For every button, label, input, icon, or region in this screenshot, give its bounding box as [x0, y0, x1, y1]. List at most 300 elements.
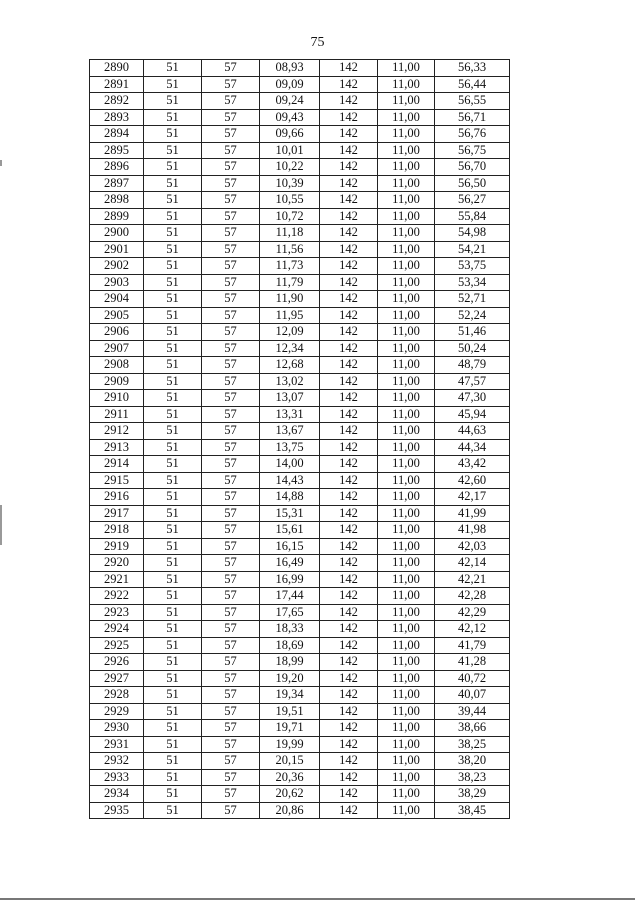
table-cell-col-b: 57	[202, 60, 260, 77]
table-cell-col-c: 09,43	[260, 109, 320, 126]
table-cell-col-e: 11,00	[378, 654, 435, 671]
table-cell-col-b: 57	[202, 489, 260, 506]
table-cell-row-id: 2914	[90, 456, 144, 473]
table-cell-col-c: 09,24	[260, 93, 320, 110]
table-cell-col-d: 142	[320, 571, 378, 588]
table-cell-col-f: 41,99	[435, 505, 510, 522]
table-cell-col-d: 142	[320, 373, 378, 390]
table-cell-col-a: 51	[144, 324, 202, 341]
table-cell-col-c: 11,90	[260, 291, 320, 308]
table-cell-col-c: 14,43	[260, 472, 320, 489]
table-cell-col-a: 51	[144, 258, 202, 275]
table-cell-col-b: 57	[202, 505, 260, 522]
table-cell-row-id: 2927	[90, 670, 144, 687]
table-row	[90, 670, 510, 687]
table-cell-row-id: 2932	[90, 753, 144, 770]
table-cell-col-f: 56,76	[435, 126, 510, 143]
table-cell-col-f: 42,29	[435, 604, 510, 621]
table-cell-col-a: 51	[144, 687, 202, 704]
table-row	[90, 175, 510, 192]
table-cell-row-id: 2916	[90, 489, 144, 506]
table-cell-col-f: 42,28	[435, 588, 510, 605]
table-cell-col-d: 142	[320, 109, 378, 126]
table-cell-col-a: 51	[144, 654, 202, 671]
table-cell-col-c: 13,67	[260, 423, 320, 440]
data-table	[89, 59, 510, 819]
table-cell-col-a: 51	[144, 456, 202, 473]
table-cell-col-f: 48,79	[435, 357, 510, 374]
table-cell-col-a: 51	[144, 522, 202, 539]
table-cell-col-b: 57	[202, 604, 260, 621]
table-cell-col-a: 51	[144, 720, 202, 737]
table-cell-row-id: 2910	[90, 390, 144, 407]
table-cell-col-f: 44,63	[435, 423, 510, 440]
table-cell-col-a: 51	[144, 93, 202, 110]
table-cell-col-a: 51	[144, 769, 202, 786]
table-cell-col-d: 142	[320, 307, 378, 324]
table-cell-col-c: 15,31	[260, 505, 320, 522]
table-cell-col-e: 11,00	[378, 192, 435, 209]
table-cell-row-id: 2917	[90, 505, 144, 522]
table-cell-col-c: 16,99	[260, 571, 320, 588]
table-cell-col-d: 142	[320, 489, 378, 506]
table-cell-col-e: 11,00	[378, 637, 435, 654]
table-cell-row-id: 2911	[90, 406, 144, 423]
table-cell-col-a: 51	[144, 439, 202, 456]
table-cell-col-c: 19,20	[260, 670, 320, 687]
table-cell-col-b: 57	[202, 637, 260, 654]
table-cell-col-f: 51,46	[435, 324, 510, 341]
table-cell-col-f: 56,50	[435, 175, 510, 192]
table-cell-col-d: 142	[320, 340, 378, 357]
table-cell-col-e: 11,00	[378, 456, 435, 473]
table-row	[90, 109, 510, 126]
table-cell-row-id: 2931	[90, 736, 144, 753]
table-cell-col-a: 51	[144, 406, 202, 423]
table-cell-col-d: 142	[320, 159, 378, 176]
table-cell-col-c: 13,02	[260, 373, 320, 390]
table-cell-row-id: 2893	[90, 109, 144, 126]
table-cell-col-e: 11,00	[378, 472, 435, 489]
table-cell-col-c: 17,44	[260, 588, 320, 605]
table-cell-col-f: 52,24	[435, 307, 510, 324]
table-cell-row-id: 2921	[90, 571, 144, 588]
table-cell-col-e: 11,00	[378, 571, 435, 588]
table-cell-row-id: 2895	[90, 142, 144, 159]
table-cell-col-c: 14,88	[260, 489, 320, 506]
table-cell-col-e: 11,00	[378, 555, 435, 572]
table-row	[90, 687, 510, 704]
table-cell-col-b: 57	[202, 324, 260, 341]
table-cell-col-c: 11,56	[260, 241, 320, 258]
table-cell-col-c: 12,09	[260, 324, 320, 341]
table-cell-col-b: 57	[202, 126, 260, 143]
table-cell-col-f: 42,03	[435, 538, 510, 555]
table-row	[90, 456, 510, 473]
table-cell-col-c: 10,39	[260, 175, 320, 192]
table-cell-col-c: 13,31	[260, 406, 320, 423]
table-cell-col-d: 142	[320, 439, 378, 456]
table-cell-col-d: 142	[320, 126, 378, 143]
table-cell-col-c: 20,15	[260, 753, 320, 770]
table-cell-col-b: 57	[202, 192, 260, 209]
table-row	[90, 588, 510, 605]
table-cell-col-f: 55,84	[435, 208, 510, 225]
table-cell-col-b: 57	[202, 786, 260, 803]
table-cell-col-f: 38,25	[435, 736, 510, 753]
table-cell-col-a: 51	[144, 670, 202, 687]
table-cell-col-b: 57	[202, 522, 260, 539]
table-cell-col-c: 15,61	[260, 522, 320, 539]
table-cell-col-e: 11,00	[378, 373, 435, 390]
table-cell-col-e: 11,00	[378, 522, 435, 539]
table-cell-col-b: 57	[202, 538, 260, 555]
table-cell-col-d: 142	[320, 753, 378, 770]
table-cell-col-b: 57	[202, 340, 260, 357]
table-cell-col-f: 38,23	[435, 769, 510, 786]
table-cell-col-d: 142	[320, 60, 378, 77]
table-cell-col-f: 56,71	[435, 109, 510, 126]
table-cell-col-e: 11,00	[378, 126, 435, 143]
table-cell-col-b: 57	[202, 571, 260, 588]
table-cell-col-f: 41,28	[435, 654, 510, 671]
table-row	[90, 159, 510, 176]
table-row	[90, 736, 510, 753]
table-cell-col-b: 57	[202, 472, 260, 489]
table-cell-col-e: 11,00	[378, 505, 435, 522]
table-cell-col-e: 11,00	[378, 291, 435, 308]
table-row	[90, 538, 510, 555]
table-cell-col-c: 11,79	[260, 274, 320, 291]
table-cell-col-d: 142	[320, 670, 378, 687]
table-row	[90, 60, 510, 77]
table-cell-row-id: 2930	[90, 720, 144, 737]
table-cell-col-e: 11,00	[378, 786, 435, 803]
table-cell-col-f: 56,75	[435, 142, 510, 159]
table-cell-col-e: 11,00	[378, 258, 435, 275]
table-row	[90, 505, 510, 522]
table-row	[90, 274, 510, 291]
table-row	[90, 423, 510, 440]
table-cell-col-e: 11,00	[378, 439, 435, 456]
table-cell-row-id: 2934	[90, 786, 144, 803]
table-cell-col-a: 51	[144, 175, 202, 192]
table-cell-col-c: 16,15	[260, 538, 320, 555]
table-cell-col-c: 19,99	[260, 736, 320, 753]
table-cell-col-c: 11,95	[260, 307, 320, 324]
table-cell-row-id: 2903	[90, 274, 144, 291]
table-row	[90, 802, 510, 819]
table-cell-col-b: 57	[202, 109, 260, 126]
table-cell-col-d: 142	[320, 703, 378, 720]
table-cell-col-f: 38,66	[435, 720, 510, 737]
table-row	[90, 472, 510, 489]
table-cell-row-id: 2899	[90, 208, 144, 225]
table-row	[90, 192, 510, 209]
table-cell-col-b: 57	[202, 208, 260, 225]
table-cell-col-b: 57	[202, 720, 260, 737]
table-row	[90, 439, 510, 456]
table-row	[90, 357, 510, 374]
table-cell-col-c: 10,72	[260, 208, 320, 225]
table-cell-col-f: 38,45	[435, 802, 510, 819]
table-cell-col-b: 57	[202, 225, 260, 242]
table-cell-col-e: 11,00	[378, 324, 435, 341]
scan-edge-mark	[0, 160, 2, 166]
table-cell-col-f: 56,27	[435, 192, 510, 209]
table-cell-col-d: 142	[320, 324, 378, 341]
table-cell-col-a: 51	[144, 588, 202, 605]
table-cell-col-e: 11,00	[378, 538, 435, 555]
table-cell-col-e: 11,00	[378, 604, 435, 621]
table-cell-col-b: 57	[202, 769, 260, 786]
table-cell-col-d: 142	[320, 76, 378, 93]
table-cell-row-id: 2929	[90, 703, 144, 720]
table-row	[90, 522, 510, 539]
table-cell-col-f: 53,75	[435, 258, 510, 275]
table-cell-col-c: 13,07	[260, 390, 320, 407]
table-cell-col-a: 51	[144, 786, 202, 803]
table-cell-col-e: 11,00	[378, 753, 435, 770]
table-cell-col-d: 142	[320, 175, 378, 192]
table-cell-row-id: 2901	[90, 241, 144, 258]
table-body	[90, 60, 510, 819]
table-cell-col-b: 57	[202, 390, 260, 407]
table-cell-col-f: 47,30	[435, 390, 510, 407]
table-row	[90, 324, 510, 341]
table-cell-col-b: 57	[202, 621, 260, 638]
table-cell-col-c: 19,71	[260, 720, 320, 737]
table-cell-col-f: 54,21	[435, 241, 510, 258]
table-cell-col-e: 11,00	[378, 175, 435, 192]
table-cell-col-c: 12,68	[260, 357, 320, 374]
table-cell-col-d: 142	[320, 736, 378, 753]
table-cell-col-b: 57	[202, 588, 260, 605]
table-cell-col-c: 18,69	[260, 637, 320, 654]
table-cell-col-e: 11,00	[378, 489, 435, 506]
table-cell-col-f: 42,12	[435, 621, 510, 638]
table-cell-col-e: 11,00	[378, 340, 435, 357]
table-cell-col-f: 56,70	[435, 159, 510, 176]
table-cell-col-e: 11,00	[378, 241, 435, 258]
table-cell-row-id: 2898	[90, 192, 144, 209]
table-row	[90, 753, 510, 770]
table-cell-row-id: 2918	[90, 522, 144, 539]
table-cell-row-id: 2935	[90, 802, 144, 819]
table-cell-col-f: 41,79	[435, 637, 510, 654]
table-cell-col-f: 38,29	[435, 786, 510, 803]
table-cell-col-f: 44,34	[435, 439, 510, 456]
table-cell-col-c: 20,62	[260, 786, 320, 803]
table-cell-col-b: 57	[202, 307, 260, 324]
table-cell-col-a: 51	[144, 472, 202, 489]
table-cell-row-id: 2926	[90, 654, 144, 671]
table-cell-row-id: 2919	[90, 538, 144, 555]
table-cell-col-d: 142	[320, 604, 378, 621]
table-row	[90, 406, 510, 423]
table-row	[90, 786, 510, 803]
table-cell-col-b: 57	[202, 703, 260, 720]
table-cell-col-e: 11,00	[378, 423, 435, 440]
table-cell-col-e: 11,00	[378, 588, 435, 605]
table-cell-col-d: 142	[320, 208, 378, 225]
table-row	[90, 76, 510, 93]
table-cell-col-f: 52,71	[435, 291, 510, 308]
table-cell-col-d: 142	[320, 786, 378, 803]
table-cell-row-id: 2900	[90, 225, 144, 242]
table-row	[90, 142, 510, 159]
table-cell-col-a: 51	[144, 604, 202, 621]
table-cell-col-f: 38,20	[435, 753, 510, 770]
table-cell-col-b: 57	[202, 802, 260, 819]
table-cell-row-id: 2923	[90, 604, 144, 621]
table-cell-col-f: 42,60	[435, 472, 510, 489]
table-cell-col-d: 142	[320, 472, 378, 489]
table-cell-col-b: 57	[202, 406, 260, 423]
table-cell-col-a: 51	[144, 703, 202, 720]
table-row	[90, 489, 510, 506]
table-cell-col-b: 57	[202, 439, 260, 456]
table-cell-col-b: 57	[202, 258, 260, 275]
table-cell-col-c: 11,73	[260, 258, 320, 275]
table-cell-row-id: 2892	[90, 93, 144, 110]
table-cell-row-id: 2912	[90, 423, 144, 440]
table-cell-row-id: 2890	[90, 60, 144, 77]
table-cell-col-c: 10,22	[260, 159, 320, 176]
table-cell-col-a: 51	[144, 637, 202, 654]
table-cell-col-d: 142	[320, 720, 378, 737]
table-row	[90, 241, 510, 258]
table-cell-row-id: 2933	[90, 769, 144, 786]
table-cell-col-a: 51	[144, 109, 202, 126]
table-cell-col-a: 51	[144, 225, 202, 242]
table-row	[90, 225, 510, 242]
table-cell-col-b: 57	[202, 93, 260, 110]
table-cell-row-id: 2928	[90, 687, 144, 704]
table-cell-col-a: 51	[144, 340, 202, 357]
table-row	[90, 637, 510, 654]
table-cell-col-d: 142	[320, 274, 378, 291]
table-row	[90, 126, 510, 143]
table-cell-row-id: 2891	[90, 76, 144, 93]
table-cell-col-d: 142	[320, 241, 378, 258]
table-cell-col-c: 16,49	[260, 555, 320, 572]
table-cell-col-d: 142	[320, 538, 378, 555]
table-cell-col-b: 57	[202, 373, 260, 390]
table-cell-col-d: 142	[320, 522, 378, 539]
table-row	[90, 654, 510, 671]
table-row	[90, 621, 510, 638]
table-cell-col-b: 57	[202, 687, 260, 704]
table-row	[90, 340, 510, 357]
table-cell-col-b: 57	[202, 753, 260, 770]
table-cell-col-e: 11,00	[378, 60, 435, 77]
table-cell-col-b: 57	[202, 357, 260, 374]
table-cell-col-c: 12,34	[260, 340, 320, 357]
table-cell-col-e: 11,00	[378, 76, 435, 93]
table-cell-col-a: 51	[144, 274, 202, 291]
table-cell-col-c: 14,00	[260, 456, 320, 473]
table-cell-col-b: 57	[202, 654, 260, 671]
table-cell-row-id: 2920	[90, 555, 144, 572]
table-cell-col-a: 51	[144, 76, 202, 93]
table-cell-col-d: 142	[320, 687, 378, 704]
table-cell-col-f: 47,57	[435, 373, 510, 390]
table-row	[90, 703, 510, 720]
table-cell-col-e: 11,00	[378, 720, 435, 737]
table-cell-col-f: 42,21	[435, 571, 510, 588]
table-cell-row-id: 2896	[90, 159, 144, 176]
table-cell-col-f: 42,17	[435, 489, 510, 506]
table-cell-col-d: 142	[320, 555, 378, 572]
table-cell-col-d: 142	[320, 637, 378, 654]
table-cell-col-c: 19,51	[260, 703, 320, 720]
table-cell-col-e: 11,00	[378, 687, 435, 704]
table-cell-row-id: 2894	[90, 126, 144, 143]
table-cell-col-f: 54,98	[435, 225, 510, 242]
table-cell-col-b: 57	[202, 670, 260, 687]
table-row	[90, 604, 510, 621]
table-cell-col-f: 56,33	[435, 60, 510, 77]
table-row	[90, 571, 510, 588]
table-cell-col-b: 57	[202, 142, 260, 159]
table-cell-col-d: 142	[320, 423, 378, 440]
table-cell-col-c: 09,66	[260, 126, 320, 143]
table-cell-col-d: 142	[320, 192, 378, 209]
table-cell-col-c: 20,86	[260, 802, 320, 819]
table-cell-col-d: 142	[320, 505, 378, 522]
table-cell-col-a: 51	[144, 505, 202, 522]
table-cell-col-a: 51	[144, 390, 202, 407]
scan-edge-mark	[0, 505, 2, 545]
table-cell-col-d: 142	[320, 406, 378, 423]
table-cell-col-e: 11,00	[378, 802, 435, 819]
table-cell-col-a: 51	[144, 736, 202, 753]
table-row	[90, 720, 510, 737]
table-cell-col-e: 11,00	[378, 621, 435, 638]
table-cell-col-d: 142	[320, 357, 378, 374]
table-cell-col-d: 142	[320, 588, 378, 605]
table-cell-col-f: 40,72	[435, 670, 510, 687]
table-cell-col-e: 11,00	[378, 406, 435, 423]
table-cell-col-c: 13,75	[260, 439, 320, 456]
table-cell-col-c: 08,93	[260, 60, 320, 77]
table-cell-col-b: 57	[202, 274, 260, 291]
table-cell-col-b: 57	[202, 555, 260, 572]
table-cell-col-f: 40,07	[435, 687, 510, 704]
table-cell-col-c: 19,34	[260, 687, 320, 704]
table-cell-col-d: 142	[320, 456, 378, 473]
table-cell-row-id: 2897	[90, 175, 144, 192]
table-cell-row-id: 2922	[90, 588, 144, 605]
table-cell-col-c: 18,33	[260, 621, 320, 638]
table-cell-col-a: 51	[144, 555, 202, 572]
table-cell-col-a: 51	[144, 538, 202, 555]
table-row	[90, 307, 510, 324]
table-cell-col-a: 51	[144, 621, 202, 638]
table-cell-col-e: 11,00	[378, 109, 435, 126]
table-row	[90, 93, 510, 110]
table-cell-col-a: 51	[144, 60, 202, 77]
table-cell-col-e: 11,00	[378, 208, 435, 225]
table-cell-col-a: 51	[144, 208, 202, 225]
table-cell-col-c: 20,36	[260, 769, 320, 786]
table-cell-col-c: 11,18	[260, 225, 320, 242]
table-cell-col-a: 51	[144, 241, 202, 258]
table-row	[90, 291, 510, 308]
table-cell-col-b: 57	[202, 291, 260, 308]
table-cell-col-a: 51	[144, 571, 202, 588]
